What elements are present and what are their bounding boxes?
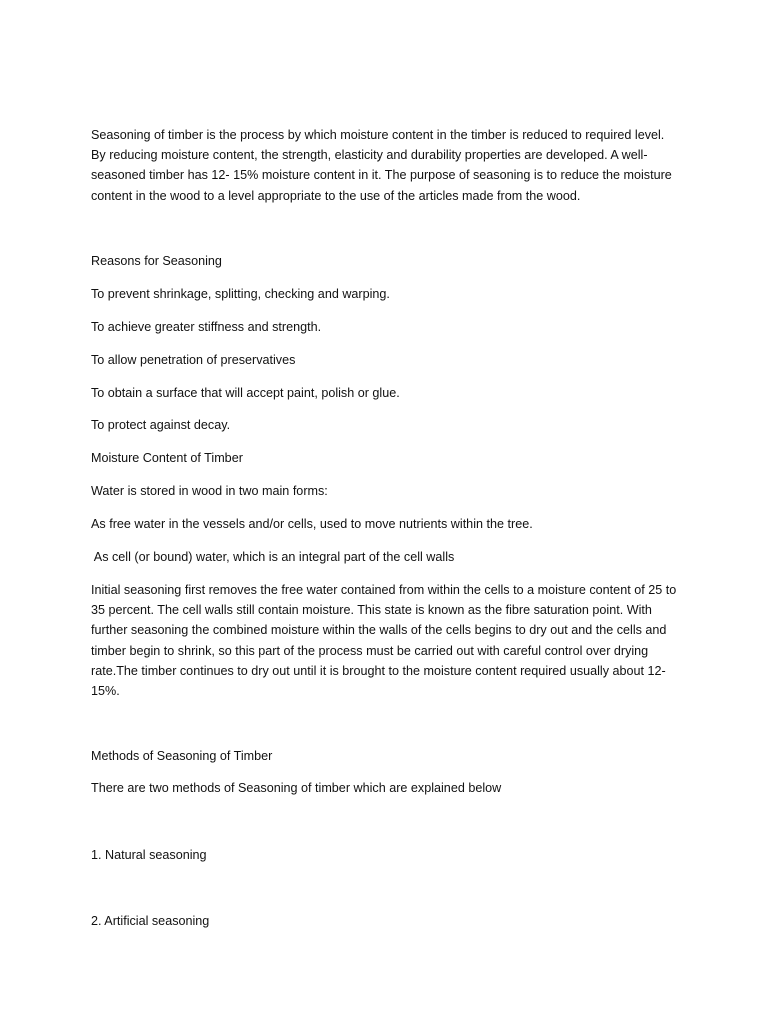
reason-item: To obtain a surface that will accept paint, polish or glue.	[91, 386, 400, 400]
reason-item: To prevent shrinkage, splitting, checking and warping.	[91, 287, 390, 301]
reasons-heading: Reasons for Seasoning	[91, 254, 222, 268]
moisture-heading: Moisture Content of Timber	[91, 451, 243, 465]
methods-heading: Methods of Seasoning of Timber	[91, 749, 273, 763]
moisture-intro: Water is stored in wood in two main forms:	[91, 484, 328, 498]
methods-intro: There are two methods of Seasoning of timber which are explained below	[91, 781, 502, 795]
reason-item: To allow penetration of preservatives	[91, 353, 296, 367]
method-item: 1. Natural seasoning	[91, 848, 207, 862]
method-item: 2. Artificial seasoning	[91, 914, 210, 928]
reason-item: To protect against decay.	[91, 418, 231, 432]
water-form-item: As free water in the vessels and/or cells, used to move nutrients within the tree.	[91, 517, 533, 531]
seasoning-paragraph: Initial seasoning first removes the free water contained from within the cells to a moisture content of 25 to 35 percent. The cell walls still contain moisture. This state is known as the fibre saturation point. With further seasoning the combined moisture within the walls of the cells begins to dry out and the cells and timber begin to shrink, so this part of the process must be carried out with careful control over drying rate.The timber continues to dry out until it is brought to the moisture content required usually about 12-15%.	[91, 583, 677, 699]
intro-paragraph: Seasoning of timber is the process by which moisture content in the timber is reduced to required level. By reducing moisture content, the strength, elasticity and durability properties are developed. A well-seasoned timber has 12- 15% moisture content in it. The purpose of seasoning is to reduce the moisture content in the wood to a level appropriate to the use of the articles made from the wood.	[91, 128, 672, 203]
reason-item: To achieve greater stiffness and strength.	[91, 320, 322, 334]
water-form-item: As cell (or bound) water, which is an integral part of the cell walls	[91, 550, 455, 564]
